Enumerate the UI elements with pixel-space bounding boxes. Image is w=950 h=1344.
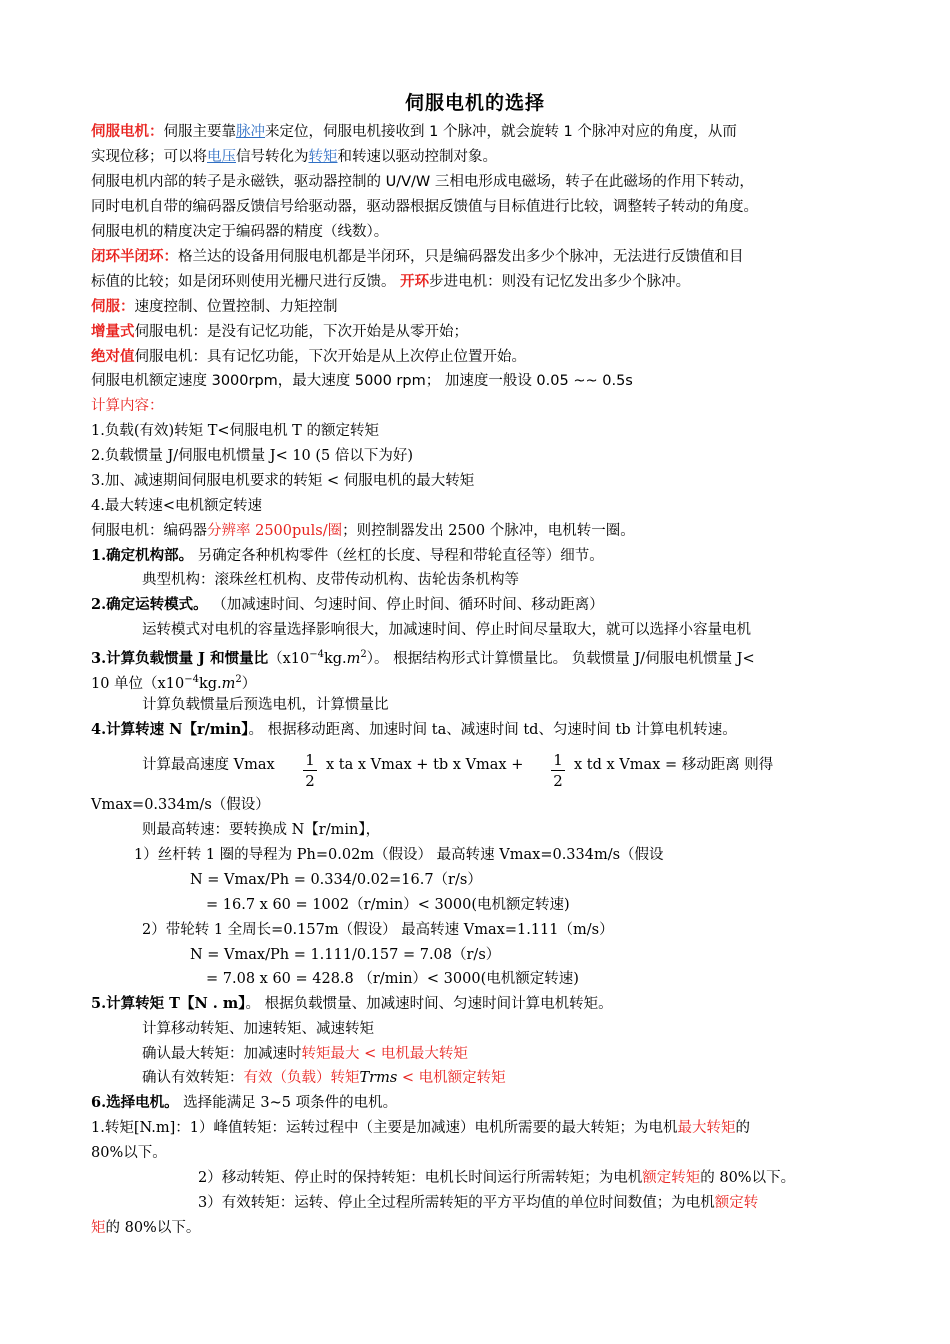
text-run: 绝对值 bbox=[91, 349, 135, 365]
text-line bbox=[206, 969, 579, 989]
text-run: ）。 根据结构形式计算惯量比。 负载惯量 J/伺服电机惯量 J< bbox=[366, 651, 755, 667]
text-line bbox=[91, 994, 613, 1014]
text-run: 。 根据移动距离、加速时间 ta、减速时间 td、匀速时间 tb 计算电机转速。 bbox=[248, 722, 737, 738]
text-run: −4 bbox=[184, 674, 199, 685]
text-line bbox=[91, 222, 388, 242]
text-line bbox=[142, 1019, 374, 1039]
text-run: 2 bbox=[360, 649, 367, 660]
text-run: 计算移动转矩、加速转矩、减速转矩 bbox=[142, 1021, 374, 1037]
text-line bbox=[91, 595, 604, 615]
text-run: Trms bbox=[359, 1070, 398, 1086]
text-run: ） bbox=[241, 676, 257, 692]
text-run: （加减速时间、匀速时间、停止时间、循环时间、移动距离） bbox=[207, 597, 604, 613]
text-run: 运转模式对电机的容量选择影响很大，加减速时间、停止时间尽量取大，就可以选择小容量电机 bbox=[142, 622, 751, 638]
text-run: 的 80%以下。 bbox=[105, 1220, 201, 1236]
text-run: N = Vmax/Ph = 1.111/0.157 = 7.08（r/s） bbox=[190, 947, 501, 963]
text-run: kg. bbox=[198, 676, 222, 692]
text-run: 额定转 bbox=[714, 1195, 759, 1211]
text-run: 步进电机：则没有记忆发出多少个脉冲。 bbox=[429, 274, 691, 290]
text-run: 来定位，伺服电机接收到 1 个脉冲，就会旋转 1 个脉冲对应的角度，从而 bbox=[265, 124, 737, 140]
text-line bbox=[142, 1068, 506, 1088]
text-line bbox=[198, 1168, 795, 1188]
text-run: 则最高转速：要转换成 N【r/min】， bbox=[142, 822, 381, 838]
fraction-numerator: 1 bbox=[553, 751, 563, 769]
text-line bbox=[91, 446, 413, 466]
text-run: m bbox=[346, 651, 361, 667]
text-run: 典型机构：滚珠丝杠机构、皮带传动机构、齿轮齿条机构等 bbox=[142, 572, 519, 588]
fraction-denominator: 2 bbox=[305, 772, 315, 790]
text-line bbox=[91, 247, 744, 267]
text-run: 3）有效转矩：运转、停止全过程所需转矩的平方平均值的单位时间数值；为电机 bbox=[198, 1195, 715, 1211]
text-run: 计算内容： bbox=[91, 398, 164, 414]
text-line bbox=[91, 322, 468, 342]
text-run: 确认有效转矩： bbox=[142, 1070, 244, 1086]
text-run: 1.负载(有效)转矩 T<伺服电机 T 的额定转矩 bbox=[91, 423, 379, 439]
text-run: 1）丝杆转 1 圈的导程为 Ph=0.02m（假设） 最高转速 Vmax=0.334m/s（假设 bbox=[134, 847, 664, 863]
text-run: 另确定各种机构零件（丝杠的长度、导程和带轮直径等）细节。 bbox=[193, 548, 604, 564]
text-run: 转矩最大 < 电机最大转矩 bbox=[301, 1046, 468, 1062]
text-run: kg. bbox=[323, 651, 347, 667]
text-line bbox=[91, 172, 754, 192]
text-run: 2）移动转矩、停止时的保持转矩：电机长时间运行所需转矩；为电机 bbox=[198, 1170, 643, 1186]
text-line bbox=[91, 496, 262, 516]
text-line bbox=[91, 471, 474, 491]
text-line bbox=[91, 1218, 200, 1238]
text-run: 4.最大转速<电机额定转速 bbox=[91, 498, 262, 514]
text-run: 伺服： bbox=[91, 299, 135, 315]
text-run: 伺服电机：是没有记忆功能，下次开始是从零开始； bbox=[134, 324, 468, 340]
text-line bbox=[91, 272, 690, 292]
text-run: 实现位移；可以将 bbox=[91, 149, 207, 165]
text-line bbox=[91, 371, 633, 391]
text-run: 6.选择电机。 bbox=[91, 1094, 179, 1111]
fraction-denominator: 2 bbox=[553, 772, 563, 790]
text-link[interactable]: 电压 bbox=[207, 149, 236, 165]
text-line bbox=[91, 521, 635, 541]
text-line bbox=[91, 421, 379, 441]
text-line bbox=[142, 620, 751, 640]
text-run: 2.确定运转模式。 bbox=[91, 596, 208, 613]
text-run: Vmax=0.334m/s（假设） bbox=[91, 797, 270, 813]
text-run: 伺服电机：编码器 bbox=[91, 523, 207, 539]
text-run: 同时电机自带的编码器反馈信号给驱动器，驱动器根据反馈值与目标值进行比较，调整转子转动的角度。 bbox=[91, 199, 758, 215]
text-run: 2 bbox=[235, 674, 242, 685]
text-run: 额定转矩 bbox=[642, 1170, 701, 1186]
text-run: 2.负载惯量 J/伺服电机惯量 J< 10 (5 倍以下为好) bbox=[91, 448, 414, 464]
text-run: 信号转化为 bbox=[236, 149, 309, 165]
text-line bbox=[206, 895, 570, 915]
text-run: 3.加、减速期间伺服电机要求的转矩 < 伺服电机的最大转矩 bbox=[91, 473, 475, 489]
text-line bbox=[326, 755, 523, 775]
text-line bbox=[91, 1093, 397, 1113]
text-run: 1.确定机构部。 bbox=[91, 547, 194, 564]
text-run: 最大转矩 bbox=[677, 1120, 736, 1136]
text-run: 闭环半闭环： bbox=[91, 249, 178, 265]
text-run: 增量式 bbox=[91, 324, 135, 340]
text-line bbox=[142, 1044, 468, 1064]
text-line bbox=[91, 197, 758, 217]
text-run: 格兰达的设备用伺服电机都是半闭环，只是编码器发出多少个脉冲，无法进行反馈值和目 bbox=[178, 249, 744, 265]
text-link[interactable]: 脉冲 bbox=[236, 124, 265, 140]
text-run: x ta x Vmax + tb x Vmax + bbox=[326, 757, 524, 773]
text-line bbox=[91, 795, 270, 815]
text-line bbox=[91, 720, 737, 740]
text-line bbox=[91, 546, 604, 566]
text-run: < 电机额定转矩 bbox=[397, 1070, 506, 1086]
text-run: 3.计算负载惯量 J 和惯量比 bbox=[91, 650, 269, 667]
text-run: 的 bbox=[735, 1120, 750, 1136]
fraction-numerator: 1 bbox=[305, 751, 315, 769]
text-run: −4 bbox=[309, 649, 324, 660]
text-line bbox=[142, 695, 389, 715]
text-run: = 16.7 x 60 = 1002（r/min）< 3000(电机额定转速) bbox=[206, 897, 570, 913]
text-run: 伺服电机：具有记忆功能，下次开始是从上次停止位置开始。 bbox=[134, 349, 526, 365]
text-line bbox=[190, 945, 500, 965]
text-run: ；则控制器发出 2500 个脉冲，电机转一圈。 bbox=[342, 523, 635, 539]
text-run: 确认最大转矩：加减速时 bbox=[142, 1046, 302, 1062]
text-line bbox=[91, 347, 526, 367]
text-run: m bbox=[221, 676, 236, 692]
text-run: 伺服电机的精度决定于编码器的精度（线数）。 bbox=[91, 224, 389, 240]
text-line bbox=[190, 870, 482, 890]
text-link[interactable]: 转矩 bbox=[308, 149, 338, 165]
text-run: 伺服电机： bbox=[91, 124, 164, 140]
text-run: 选择能满足 3~5 项条件的电机。 bbox=[178, 1095, 398, 1111]
text-run: 开环 bbox=[400, 274, 430, 290]
text-run: 2）带轮转 1 全周长=0.157m（假设） 最高转速 Vmax=1.111（m/s） bbox=[142, 922, 614, 938]
text-line bbox=[91, 147, 497, 167]
text-run: 5.计算转矩 T【N . m】 bbox=[91, 995, 246, 1012]
text-run: 计算负载惯量后预选电机，计算惯量比 bbox=[142, 697, 389, 713]
text-line bbox=[142, 570, 519, 590]
text-line bbox=[142, 755, 275, 775]
text-line bbox=[91, 645, 755, 669]
text-run: 和转速以驱动控制对象。 bbox=[337, 149, 497, 165]
text-line bbox=[142, 920, 614, 940]
text-run: 1.转矩[N.m]：1）峰值转矩：运转过程中（主要是加减速）电机所需要的最大转矩；为电机 bbox=[91, 1120, 678, 1136]
text-line bbox=[91, 396, 164, 416]
text-run: （x10 bbox=[268, 651, 310, 667]
text-run: 分辨率 2500puls/圈 bbox=[207, 523, 343, 539]
text-run: 。 根据负载惯量、加减速时间、匀速时间计算电机转矩。 bbox=[245, 996, 613, 1012]
fraction-bar bbox=[551, 770, 565, 771]
page-title: 伺服电机的选择 bbox=[404, 92, 545, 114]
text-line bbox=[91, 297, 338, 317]
text-run: 有效（负载）转矩 bbox=[243, 1070, 360, 1086]
fraction-one-half-second bbox=[551, 751, 565, 790]
text-run: 标值的比较；如是闭环则使用光栅尺进行反馈。 bbox=[91, 274, 401, 290]
text-run: 伺服电机额定速度 3000rpm，最大速度 5000 rpm； 加速度一般设 0.05 ~~ 0.5s bbox=[91, 373, 633, 389]
text-run: N = Vmax/Ph = 0.334/0.02=16.7（r/s） bbox=[190, 872, 482, 888]
text-line bbox=[91, 670, 256, 694]
text-line bbox=[91, 1118, 750, 1138]
text-line bbox=[574, 755, 773, 775]
text-run: 伺服电机内部的转子是永磁铁，驱动器控制的 U/V/W 三相电形成电磁场，转子在此磁场的作用下转动， bbox=[91, 174, 754, 190]
text-run: x td x Vmax = 移动距离 则得 bbox=[574, 757, 774, 773]
text-run: 伺服主要靠 bbox=[163, 124, 236, 140]
text-line bbox=[142, 820, 380, 840]
fraction-bar bbox=[303, 770, 317, 771]
text-run: 矩 bbox=[91, 1220, 106, 1236]
text-line bbox=[134, 845, 664, 865]
text-run: 的 80%以下。 bbox=[700, 1170, 796, 1186]
text-run: = 7.08 x 60 = 428.8 （r/min）< 3000(电机额定转速) bbox=[206, 971, 579, 987]
text-line bbox=[91, 1143, 167, 1163]
text-run: 4.计算转速 N【r/min】 bbox=[91, 721, 249, 738]
fraction-one-half-first bbox=[303, 751, 317, 790]
text-run: 80%以下。 bbox=[91, 1145, 167, 1161]
text-run: 10 单位（x10 bbox=[91, 676, 185, 692]
text-run: 计算最高速度 Vmax bbox=[142, 757, 275, 773]
text-run: 速度控制、位置控制、力矩控制 bbox=[134, 299, 338, 315]
text-line bbox=[198, 1193, 758, 1213]
text-line bbox=[91, 122, 737, 142]
